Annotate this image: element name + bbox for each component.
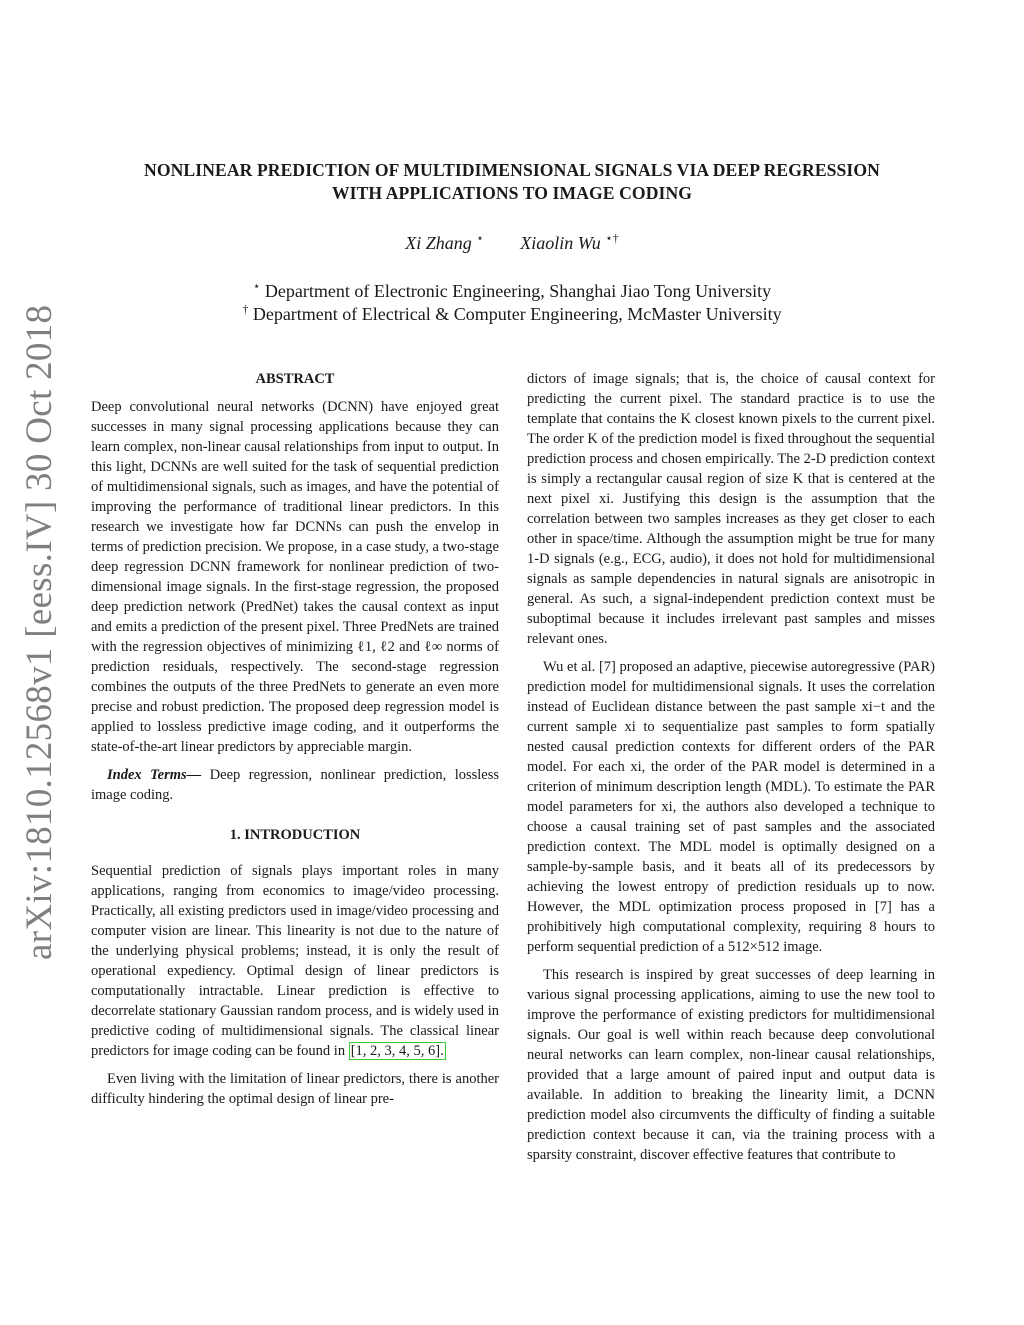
affiliation-1-mark: ⋆ <box>252 279 261 293</box>
paper-title <box>60 159 964 205</box>
author-1-name: Xi Zhang <box>405 233 472 253</box>
intro-paragraph-3: Wu et al. [7] proposed an adaptive, piecewise autoregressive (PAR) prediction model for multidimensional signals. It uses the correlation instead of Euclidean distance between the past sample xi−t and the current sample xi to sequentialize past samples to form spatially nested causal prediction contexts for different orders of the PAR model. For each xi, the order of the PAR model is determined in a criterion of minimum description length (MDL). To estimate the PAR model parameters for xi, the authors also developed a technique to choose a causal training set of past samples and the associated prediction context. The MDL model is optimally designed on a sample-by-sample basis, and it beats all of its predecessors by achieving the lowest entropy of prediction residuals up to now. However, the MDL optimization process proposed in [7] has a prohibitively high computational complexity, requiring 8 hours to perform sequential prediction of a 512×512 image. <box>527 659 935 955</box>
index-terms <box>91 765 499 805</box>
author-list <box>0 231 1024 254</box>
affiliation-1 <box>0 279 1024 302</box>
affiliation-2-text: Department of Electrical & Computer Engineering, McMaster University <box>252 304 782 324</box>
intro-paragraph-4: This research is inspired by great successes of deep learning in various signal processing applications, aiming to use the new tool to improve the performance of existing predictors for multidimensional signals. Our goal is well within reach because deep convolutional neural networks can learn complex, non-linear causal relationships, provided that a large amount of paired input and output data is available. In addition to breaking the linearity limit, a DCNN prediction model also circumvents the difficulty of finding a suitable prediction context because it can, via the training process with a sparsity constraint, discover effective features that contribute to <box>527 967 935 1163</box>
title-line-1: NONLINEAR PREDICTION OF MULTIDIMENSIONAL SIGNALS VIA DEEP REGRESSION <box>144 160 880 180</box>
introduction-heading: 1. INTRODUCTION <box>229 827 361 843</box>
abstract-heading: ABSTRACT <box>255 371 335 387</box>
citation-link-group[interactable]: [1, 2, 3, 4, 5, 6]. <box>350 1043 444 1059</box>
index-terms-label: Index Terms— <box>107 767 202 783</box>
intro-paragraph-2: Even living with the limitation of linear predictors, there is another difficulty hindering the optimal design of linear pre- <box>91 1071 499 1107</box>
arxiv-stamp: arXiv:1810.12568v1 [eess.IV] 30 Oct 2018 <box>19 304 60 960</box>
author-1-mark: ⋆ <box>476 231 484 245</box>
affiliation-1-text: Department of Electronic Engineering, Shanghai Jiao Tong University <box>264 281 772 301</box>
affiliation-2 <box>0 302 1024 325</box>
index-terms-text: Deep regression, nonlinear prediction, lossless image coding. <box>91 767 500 803</box>
intro-paragraph-1 <box>91 861 499 1061</box>
title-line-2: WITH APPLICATIONS TO IMAGE CODING <box>331 183 693 203</box>
affiliation-2-mark: † <box>242 302 249 316</box>
author-2 <box>520 233 619 253</box>
intro-paragraph-1-text: Sequential prediction of signals plays important roles in many applications, ranging from economics to image/video processing. Practically, all existing predictors used in image/video processing and computer vision are linear. This linearity is not due to the nature of the underlying physical problems; instead, it is only the result of operational expediency. Optimal design of linear predictors is computationally intractable. Linear prediction is effective to decorrelate stationary Gaussian random process, and is widely used in predictive coding of multidimensional signals. The classical linear predictors for image coding can be found in <box>91 863 499 1059</box>
right-column <box>527 369 935 1165</box>
intro-paragraph-2-continued: dictors of image signals; that is, the choice of causal context for predicting the current pixel. The standard practice is to use the template that contains the K closest known pixels to the current pixel. The order K of the prediction model is fixed throughout the sequential prediction process and chosen empirically. The 2-D prediction context is simply a rectangular causal region of size K that is centered at the next pixel xi. Justifying this design is the assumption that the correlation between two samples increases as they get closer to each other in space/time. Although the assumption might be true for many 1-D signals (e.g., ECG, audio), it does not hold for multidimensional signals as sample dependencies in natural signals are anisotropic in general. As such, a signal-independent prediction context must be suboptimal because it includes irrelevant past samples and misses relevant ones. <box>527 371 935 647</box>
abstract-text: Deep convolutional neural networks (DCNN) have enjoyed great successes in many signal processing applications because they can learn complex, non-linear causal relationships from input to output. In this light, DCNNs are well suited for the task of sequential prediction of multidimensional signals, such as images, and have the potential of improving the performance of traditional linear predictors. In this research we investigate how far DCNNs can push the envelop in terms of prediction precision. We propose, in a case study, a two-stage deep regression DCNN framework for nonlinear prediction of two-dimensional image signals. In the first-stage regression, the proposed deep prediction network (PredNet) takes the causal context as input and emits a prediction of the present pixel. Three PredNets are trained with the regression objectives of minimizing ℓ1, ℓ2 and ℓ∞ norms of prediction residuals, respectively. The second-stage regression combines the outputs of the three PredNets to generate an even more precise and robust prediction. The proposed deep regression model is applied to lossless predictive image coding, and it outperforms the state-of-the-art linear predictors by appreciable margin. <box>91 399 499 755</box>
left-column <box>91 369 499 1109</box>
author-2-name: Xiaolin Wu <box>520 233 601 253</box>
author-2-mark: ⋆† <box>605 231 619 245</box>
author-1 <box>405 233 484 253</box>
